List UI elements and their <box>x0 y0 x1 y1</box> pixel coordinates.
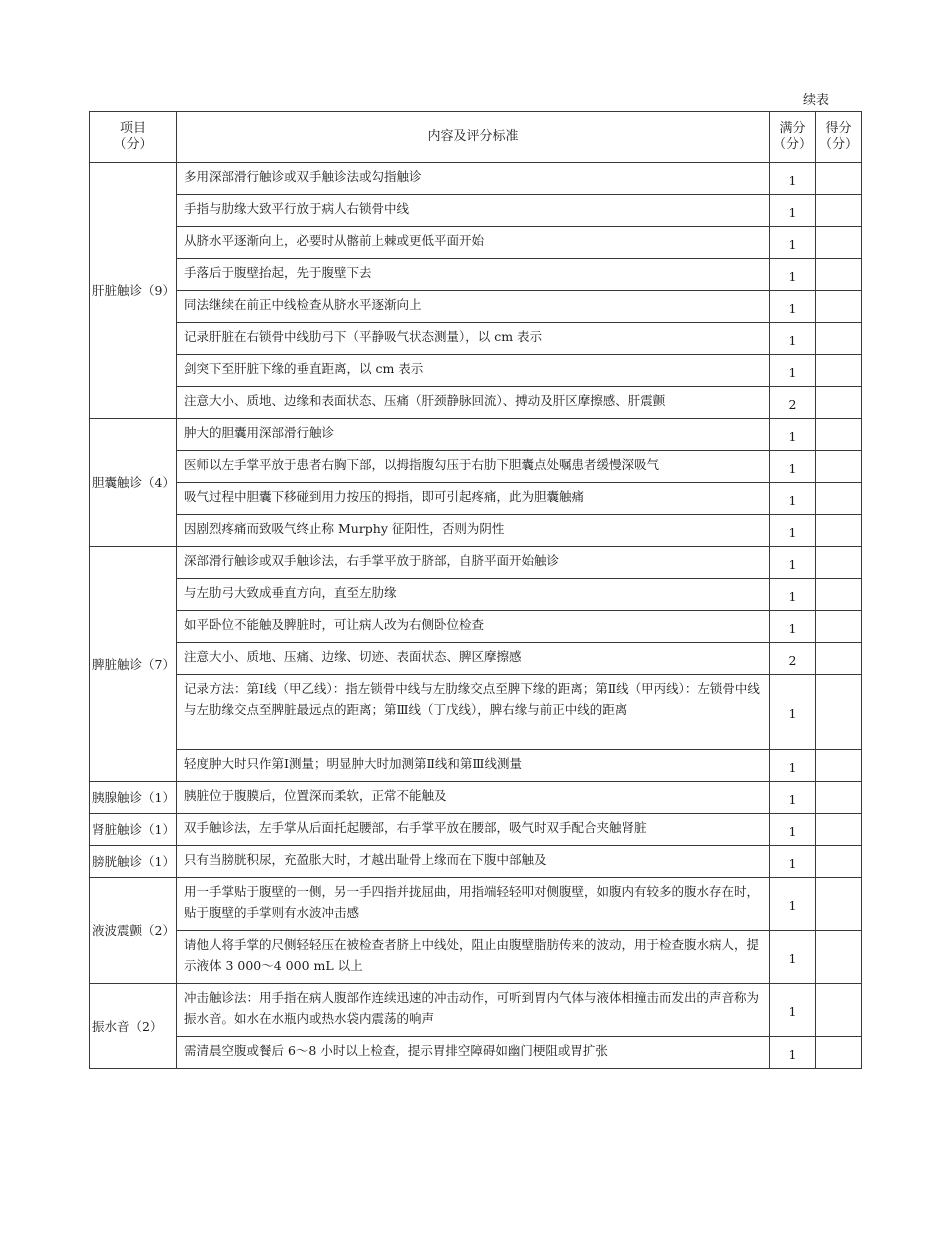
criteria-cell: 只有当膀胱积尿，充盈胀大时，才越出耻骨上缘而在下腹中部触及 <box>177 846 770 878</box>
item-cell: 脾脏触诊（7） <box>90 547 177 782</box>
score-input-cell[interactable] <box>816 483 862 515</box>
criteria-cell: 双手触诊法，左手掌从后面托起腰部，右手掌平放在腰部，吸气时双手配合夹触肾脏 <box>177 814 770 846</box>
table-row <box>90 163 862 195</box>
scoring-table <box>89 111 862 1069</box>
full-score-cell: 1 <box>770 579 816 611</box>
score-input-cell[interactable] <box>816 814 862 846</box>
table-row <box>90 611 862 643</box>
criteria-cell: 多用深部滑行触诊或双手触诊法或勾指触诊 <box>177 163 770 195</box>
full-score-cell: 1 <box>770 483 816 515</box>
table-row <box>90 323 862 355</box>
table-row <box>90 451 862 483</box>
full-score-cell: 1 <box>770 1037 816 1069</box>
criteria-cell: 轻度肿大时只作第Ⅰ测量；明显肿大时加测第Ⅱ线和第Ⅲ线测量 <box>177 750 770 782</box>
full-score-cell: 1 <box>770 291 816 323</box>
item-cell: 振水音（2） <box>90 984 177 1069</box>
score-input-cell[interactable] <box>816 227 862 259</box>
score-input-cell[interactable] <box>816 259 862 291</box>
criteria-cell: 因剧烈疼痛而致吸气终止称 Murphy 征阳性，否则为阴性 <box>177 515 770 547</box>
full-score-cell: 1 <box>770 323 816 355</box>
score-input-cell[interactable] <box>816 931 862 984</box>
full-score-cell: 1 <box>770 547 816 579</box>
item-cell: 胆囊触诊（4） <box>90 419 177 547</box>
table-row <box>90 259 862 291</box>
score-input-cell[interactable] <box>816 195 862 227</box>
full-score-cell: 1 <box>770 419 816 451</box>
table-row <box>90 483 862 515</box>
criteria-cell: 手指与肋缘大致平行放于病人右锁骨中线 <box>177 195 770 227</box>
score-input-cell[interactable] <box>816 846 862 878</box>
score-input-cell[interactable] <box>816 750 862 782</box>
full-score-cell: 1 <box>770 931 816 984</box>
criteria-cell: 记录方法：第Ⅰ线（甲乙线）：指左锁骨中线与左肋缘交点至脾下缘的距离；第Ⅱ线（甲丙线）：左锁骨中线与左肋缘交点至脾脏最远点的距离；第Ⅲ线（丁戊线），脾右缘与前正中线的距离 <box>177 675 770 750</box>
table-row <box>90 227 862 259</box>
header-got-score: 得分 （分） <box>816 112 862 163</box>
table-row <box>90 814 862 846</box>
criteria-cell: 吸气过程中胆囊下移碰到用力按压的拇指，即可引起疼痛，此为胆囊触痛 <box>177 483 770 515</box>
table-row <box>90 846 862 878</box>
header-row <box>90 112 862 163</box>
score-input-cell[interactable] <box>816 984 862 1037</box>
criteria-cell: 注意大小、质地、压痛、边缘、切迹、表面状态、脾区摩擦感 <box>177 643 770 675</box>
criteria-cell: 剑突下至肝脏下缘的垂直距离，以 cm 表示 <box>177 355 770 387</box>
table-row <box>90 355 862 387</box>
criteria-cell: 注意大小、质地、边缘和表面状态、压痛（肝颈静脉回流）、搏动及肝区摩擦感、肝震颤 <box>177 387 770 419</box>
score-input-cell[interactable] <box>816 163 862 195</box>
table-row <box>90 782 862 814</box>
table-row <box>90 291 862 323</box>
full-score-cell: 1 <box>770 515 816 547</box>
table-row <box>90 387 862 419</box>
criteria-cell: 冲击触诊法：用手指在病人腹部作连续迅速的冲击动作，可听到胃内气体与液体相撞击而发出的声音称为振水音。如水在水瓶内或热水袋内震荡的响声 <box>177 984 770 1037</box>
table-row <box>90 750 862 782</box>
score-input-cell[interactable] <box>816 451 862 483</box>
score-input-cell[interactable] <box>816 355 862 387</box>
full-score-cell: 1 <box>770 259 816 291</box>
table-row <box>90 931 862 984</box>
table-row <box>90 547 862 579</box>
criteria-cell: 与左肋弓大致成垂直方向，直至左肋缘 <box>177 579 770 611</box>
item-cell: 肝脏触诊（9） <box>90 163 177 419</box>
item-cell: 液波震颤（2） <box>90 878 177 984</box>
criteria-cell: 同法继续在前正中线检查从脐水平逐渐向上 <box>177 291 770 323</box>
score-input-cell[interactable] <box>816 419 862 451</box>
score-input-cell[interactable] <box>816 878 862 931</box>
score-input-cell[interactable] <box>816 579 862 611</box>
header-full-score: 满分 （分） <box>770 112 816 163</box>
score-input-cell[interactable] <box>816 782 862 814</box>
score-input-cell[interactable] <box>816 387 862 419</box>
item-cell: 膀胱触诊（1） <box>90 846 177 878</box>
full-score-cell: 1 <box>770 984 816 1037</box>
table-row <box>90 878 862 931</box>
continued-label: 续表 <box>803 93 830 108</box>
criteria-cell: 肿大的胆囊用深部滑行触诊 <box>177 419 770 451</box>
full-score-cell: 1 <box>770 195 816 227</box>
criteria-cell: 手落后于腹壁抬起，先于腹壁下去 <box>177 259 770 291</box>
full-score-cell: 1 <box>770 846 816 878</box>
full-score-cell: 1 <box>770 878 816 931</box>
table-row <box>90 675 862 750</box>
criteria-cell: 请他人将手掌的尺侧轻轻压在被检查者脐上中线处，阻止由腹壁脂肪传来的波动，用于检查腹水病人，提示液体 3 000～4 000 mL 以上 <box>177 931 770 984</box>
score-input-cell[interactable] <box>816 611 862 643</box>
table-row <box>90 1037 862 1069</box>
score-input-cell[interactable] <box>816 675 862 750</box>
full-score-cell: 1 <box>770 782 816 814</box>
table-row <box>90 643 862 675</box>
criteria-cell: 记录肝脏在右锁骨中线肋弓下（平静吸气状态测量），以 cm 表示 <box>177 323 770 355</box>
table-row <box>90 195 862 227</box>
criteria-cell: 需清晨空腹或餐后 6～8 小时以上检查，提示胃排空障碍如幽门梗阻或胃扩张 <box>177 1037 770 1069</box>
header-item: 项目 （分） <box>90 112 177 163</box>
table-body <box>90 163 862 1069</box>
score-input-cell[interactable] <box>816 323 862 355</box>
full-score-cell: 1 <box>770 163 816 195</box>
full-score-cell: 1 <box>770 227 816 259</box>
full-score-cell: 1 <box>770 451 816 483</box>
item-cell: 肾脏触诊（1） <box>90 814 177 846</box>
full-score-cell: 1 <box>770 750 816 782</box>
full-score-cell: 2 <box>770 643 816 675</box>
full-score-cell: 1 <box>770 675 816 750</box>
score-input-cell[interactable] <box>816 643 862 675</box>
criteria-cell: 深部滑行触诊或双手触诊法，右手掌平放于脐部，自脐平面开始触诊 <box>177 547 770 579</box>
table-row <box>90 984 862 1037</box>
table-row <box>90 419 862 451</box>
full-score-cell: 1 <box>770 814 816 846</box>
criteria-cell: 从脐水平逐渐向上，必要时从髂前上棘或更低平面开始 <box>177 227 770 259</box>
score-input-cell[interactable] <box>816 291 862 323</box>
score-input-cell[interactable] <box>816 1037 862 1069</box>
score-input-cell[interactable] <box>816 547 862 579</box>
full-score-cell: 1 <box>770 611 816 643</box>
criteria-cell: 用一手掌贴于腹壁的一侧，另一手四指并拢屈曲，用指端轻轻叩对侧腹壁，如腹内有较多的腹水存在时，贴于腹壁的手掌则有水波冲击感 <box>177 878 770 931</box>
score-input-cell[interactable] <box>816 515 862 547</box>
criteria-cell: 如平卧位不能触及脾脏时，可让病人改为右侧卧位检查 <box>177 611 770 643</box>
header-content: 内容及评分标准 <box>177 112 770 163</box>
table-row <box>90 579 862 611</box>
full-score-cell: 2 <box>770 387 816 419</box>
criteria-cell: 医师以左手掌平放于患者右胸下部，以拇指腹勾压于右肋下胆囊点处嘱患者缓慢深吸气 <box>177 451 770 483</box>
item-cell: 胰腺触诊（1） <box>90 782 177 814</box>
table-row <box>90 515 862 547</box>
criteria-cell: 胰脏位于腹膜后，位置深而柔软，正常不能触及 <box>177 782 770 814</box>
full-score-cell: 1 <box>770 355 816 387</box>
